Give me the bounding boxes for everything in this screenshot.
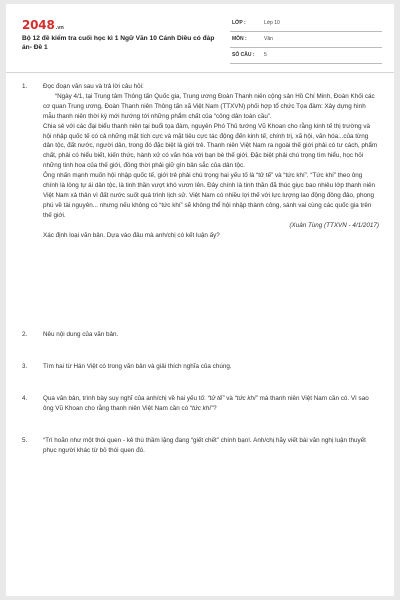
- text-segment: Qua văn bản, trình bày suy nghĩ của anh/chị về hai yếu tố:: [43, 395, 208, 402]
- passage-paragraph: “Ngày 4/1, tại Trung tâm Thông tấn Quốc gia, Trung ương Đoàn Thanh niên cộng sản Hồ Chí Minh, Đoàn Khối các cơ quan Trung ương, Đoàn Thanh niên Thông tấn xã Việt Nam (TTXVN) phối hợp tổ chức Tọa đàm: Xây dựng hình mẫu thanh niên thời kỳ mới hướng tới những phẩm chất của “công dân toàn cầu”.: [43, 92, 375, 120]
- info-box: [230, 16, 382, 64]
- info-label: SỐ CÂU :: [232, 52, 255, 58]
- question-text: Nêu nội dung của văn bản.: [43, 331, 119, 338]
- logo-tld: .vn: [55, 25, 64, 31]
- info-row-class: [230, 16, 382, 32]
- question-prompt: Xác định loại văn bản. Dựa vào đâu mà anh/chị có kết luận ấy?: [43, 231, 220, 239]
- term-tu-te: “tử tế”: [207, 395, 225, 402]
- question-text: Tìm hai từ Hán Việt có trong văn bản và giải thích nghĩa của chúng.: [43, 363, 232, 370]
- logo-main: 2048: [22, 18, 55, 32]
- passage-paragraph: Ông nhấn mạnh muốn hội nhập quốc tế, giới trẻ phải chú trọng hai yếu tố là “tử tế” và “tức khí”. “Tức khí” theo ông chính là lòng tự ái dân tộc, là tinh thần vượt khó vươn lên. Đây chính là tinh thần đã thúc giục bao nhiêu lớp thanh niên Việt Nam xả thân vì đất nước suốt quá trình lịch sử. Việt Nam có nhiều lợi thế với lực lượng lao động đông đảo, phong phú về tài nguyên... nhưng nếu không có “tức khí” sẽ không thể hội nhập thành công, sánh vai cùng các quốc gia trên thế giới.: [43, 172, 376, 219]
- term-tuc-khi: “tức khí”: [234, 395, 258, 402]
- info-value: 5: [264, 52, 267, 58]
- question-number: 3.: [22, 363, 28, 370]
- question-text: [43, 394, 379, 414]
- question-number: 2.: [22, 331, 28, 338]
- info-value: Văn: [264, 36, 273, 42]
- text-segment: và: [224, 395, 235, 402]
- info-value: Lớp 10: [264, 20, 280, 26]
- question-body: [43, 82, 379, 241]
- term-tuc-khi: “tức khí”: [189, 404, 214, 412]
- info-row-count: [230, 48, 382, 64]
- document-title: Bộ 12 đề kiểm tra cuối học kì 1 Ngữ Văn 10 Cánh Diều có đáp án- Đề 1: [22, 35, 215, 51]
- question-number: 1.: [22, 83, 28, 90]
- question-number: 5.: [22, 437, 28, 444]
- passage-source: (Xuân Tùng (TTXVN - 4/1/2017): [289, 221, 379, 229]
- header-divider: [6, 72, 394, 73]
- question-text: “Trì hoãn như một thói quen - kẻ thù thầm lặng đang “giết chết” chính bạn!. Anh/chị hãy viết bài văn nghị luận thuyết phục người khác từ bỏ thói quen đó.: [43, 437, 366, 454]
- info-row-subject: [230, 32, 382, 48]
- worksheet-header: [6, 4, 394, 66]
- site-logo[interactable]: [22, 18, 64, 32]
- text-segment: mà thanh niên Việt Nam cần có. Vì sao ông Vũ Khoan cho rằng thanh niên Việt Nam cần có: [43, 395, 369, 412]
- passage-paragraph: Chia sẻ với các đại biểu thanh niên tại buổi tọa đàm, nguyên Phó Thủ tướng Vũ Khoan cho rằng kinh tế thị trường và hội nhập quốc tế có cả những mặt tích cực và mặt tiêu cực tác động đến kinh tế, chính trị, xã hội, văn hóa...của từng dân tộc, đất nước, người dân, trong đó đặc biệt là giới trẻ. Thanh niên Việt Nam ra ngoài thế giới phải có tư cách, phẩm chất, phải có hiểu biết, kiến thức, hành xử có văn hóa với bạn bè thế giới. Đặc biệt phải chú trọng tìm hiểu, học hỏi những tinh hoa của thế giới, đồng thời phải giữ gìn bản sắc của dân tộc.: [43, 122, 378, 170]
- info-label: LỚP :: [232, 20, 246, 26]
- text-segment: ?: [213, 404, 217, 412]
- info-label: MÔN :: [232, 36, 247, 42]
- question-intro: Đọc đoạn văn sau và trả lời câu hỏi:: [43, 83, 144, 90]
- worksheet-page: [6, 4, 394, 596]
- question-number: 4.: [22, 395, 28, 402]
